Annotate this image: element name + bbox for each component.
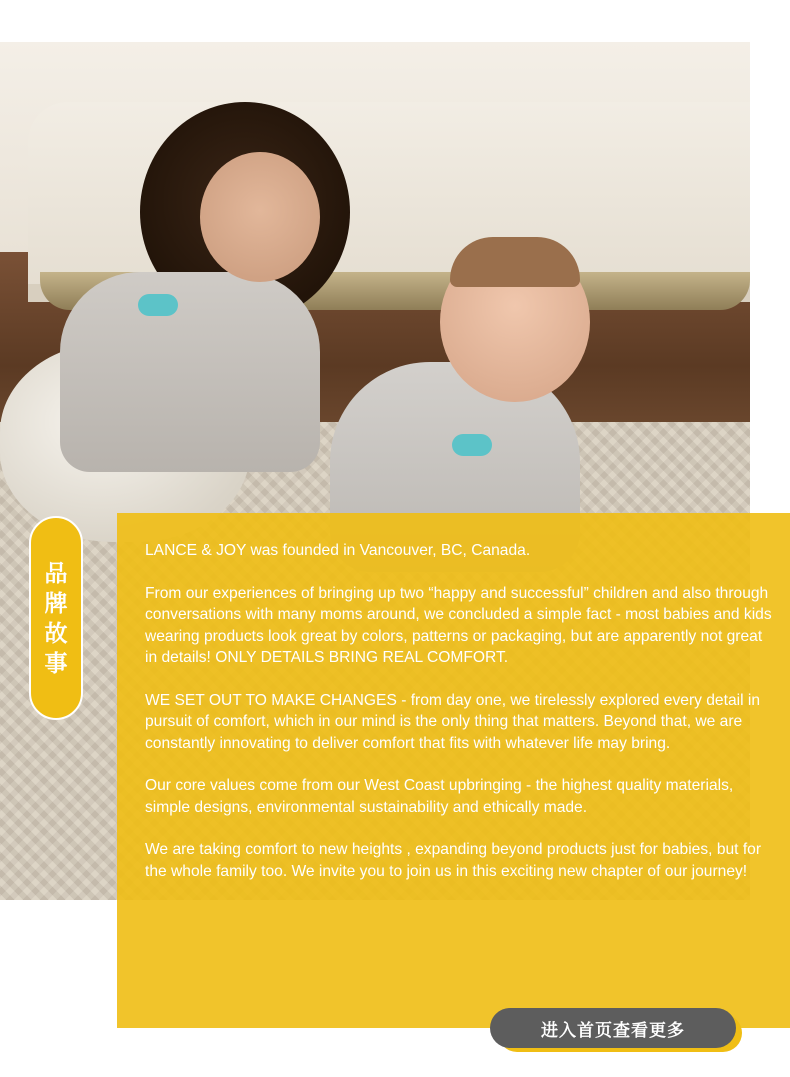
story-paragraph: WE SET OUT TO MAKE CHANGES - from day one, we tirelessly explored every detail in pursuit of comfort, which in our mind is the only thing that matters. Beyond that, we are constantly innovating to deliver comfort that fits with whatever life may bring. bbox=[145, 691, 761, 752]
story-text bbox=[145, 540, 775, 903]
girl-face bbox=[200, 152, 320, 282]
story-paragraph: Our core values come from our West Coast upbringing - the highest quality materials, simple designs, environmental sustainability and ethically made. bbox=[145, 777, 734, 816]
story-paragraph: We are taking comfort to new heights , expanding beyond products just for babies, but for the whole family too. We invite you to join us in this exciting new chapter of our journey! bbox=[145, 841, 762, 880]
story-paragraph: From our experiences of bringing up two “happy and successful” children and also through conversations with many moms around, we concluded a simple fact - most babies and kids wearing products look great by colors, patterns or packaging, but are apparently not great in details! ONLY DETAILS BRING REAL COMFORT. bbox=[145, 584, 772, 666]
tag-char: 品 bbox=[44, 560, 68, 586]
tag-char: 故 bbox=[44, 620, 68, 646]
elephant-patch-icon bbox=[452, 434, 492, 456]
story-paragraph: LANCE & JOY was founded in Vancouver, BC, Canada. bbox=[145, 542, 531, 559]
tag-char: 牌 bbox=[44, 590, 68, 616]
view-more-button[interactable]: 进入首页查看更多 bbox=[490, 1008, 736, 1048]
baby-hair bbox=[450, 237, 580, 287]
tag-char: 事 bbox=[44, 650, 68, 676]
elephant-patch-icon bbox=[138, 294, 178, 316]
girl-outfit bbox=[60, 272, 320, 472]
brand-story-tag bbox=[29, 516, 83, 720]
